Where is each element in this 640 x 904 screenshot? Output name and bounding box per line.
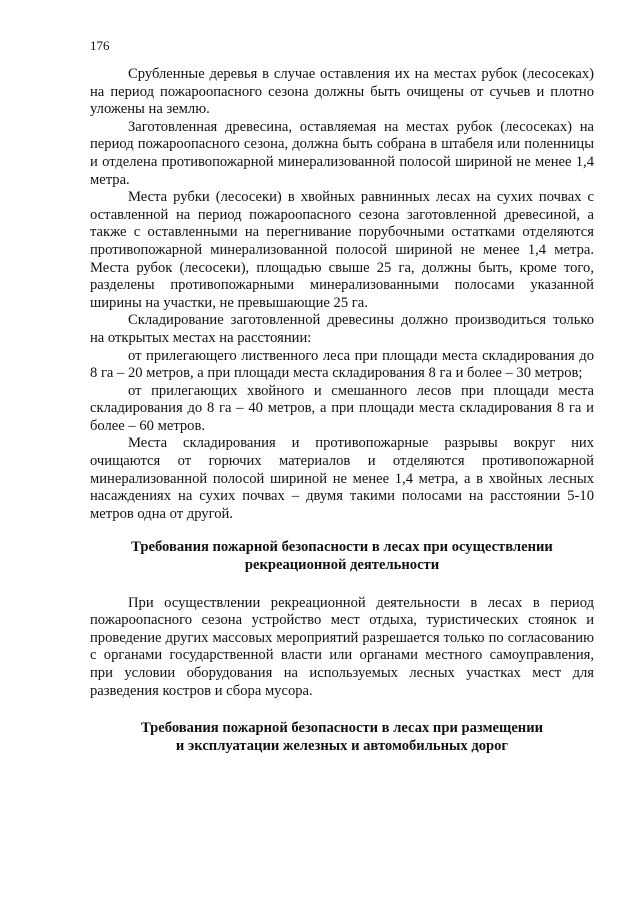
paragraph-felled-trees: Срубленные деревья в случае оставления их на местах рубок (лесосеках) на период пожароопасного сезона должны быть очищены от сучьев и плотно уложены на землю. [90,66,594,118]
paragraph-coniferous-cutting-sites: Места рубки (лесосеки) в хвойных равнинных лесах на сухих почвах с оставленной на период пожароопасного сезона заготовленной древесиной, а также с оставленными на перегнивание порубочными остатками отделяются противопожарной минерализованной полосой шириной не менее 1,4 метра. Места рубок (лесосеки), площадью свыше 25 га, должны быть, кроме того, разделены противопожарными минерализованными полосами указанной ширины на участки, не превышающие 25 га. [90,189,594,311]
paragraph-deciduous-distance: от прилегающего лиственного леса при площади места складирования до 8 га – 20 метров, а при площади места складирования 8 га и более – 30 метров; [90,347,594,382]
document-body [90,66,594,755]
heading-recreation-line1: Требования пожарной безопасности в лесах при осуществлении [131,539,553,556]
heading-recreation-line2: рекреационной деятельности [244,557,440,574]
paragraph-storage-firebreaks: Места складирования и противопожарные разрывы вокруг них очищаются от горючих материалов и отделяются противопожарной минерализованной полосой шириной не менее 1,4 метра, а в хвойных лесных насаждениях на сухих почвах – двумя такими полосами на расстоянии 5-10 метров одна от другой. [90,435,594,522]
paragraph-coniferous-distance: от прилегающих хвойного и смешанного лесов при площади места складирования до 8 га – 40 метров, а при площади места складирования 8 га и более – 60 метров. [90,382,594,434]
heading-roads-line2: и эксплуатации железных и автомобильных дорог [175,737,509,754]
heading-recreation [90,539,594,574]
paragraph-harvested-wood: Заготовленная древесина, оставляемая на местах рубок (лесосеках) на период пожароопасного сезона, должна быть собрана в штабеля или поленницы и отделена противопожарной минерализованной полосой шириной не менее 1,4 метра. [90,118,594,188]
paragraph-recreation: При осуществлении рекреационной деятельности в лесах в период пожароопасного сезона устройство мест отдыха, туристических стоянок и проведение других массовых мероприятий разрешается только по согласованию с органами государственной власти или органами местного самоуправления, при условии оборудования на используемых лесных участках мест для разведения костров и сбора мусора. [90,594,594,699]
paragraph-storage-distance-intro: Складирование заготовленной древесины должно производиться только на открытых местах на расстоянии: [90,312,594,346]
page-number: 176 [90,38,110,53]
heading-roads [90,720,594,755]
heading-roads-line1: Требования пожарной безопасности в лесах при размещении [140,720,544,737]
